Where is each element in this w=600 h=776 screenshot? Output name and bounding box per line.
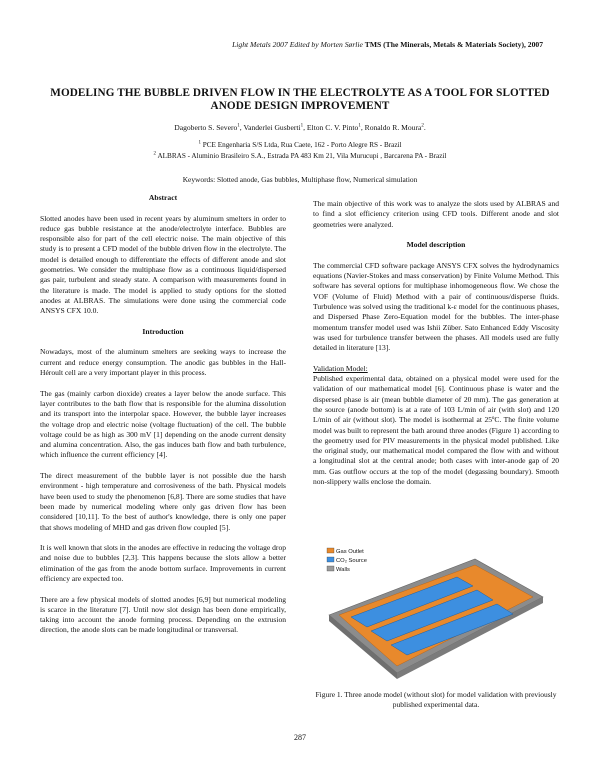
left-column [40,193,286,646]
legend-swatch-gas-outlet [327,548,334,553]
figure-1-three-anode-model [325,545,547,685]
journal-name: Light Metals 2007 [232,40,288,49]
running-header [232,40,543,49]
model-description-heading: Model description [406,240,466,250]
intro-paragraph-2: The gas (mainly carbon dioxide) creates a layer below the anode surface. This layer contributes to the bath flow that is responsible for the alumina dissolution and its transport into the interpolar space. However, the bubble layer increases the voltage drop and electric noise (voltage fluctuation) of the cell. The bubble voltage could be as high as 300 mV [1] depending on the anode current density and alumina concentration. Also, the gas induces bath flow and bath turbulence, which influence the current efficiency [4]. [40,388,286,460]
legend-co2-source: CO₂ Source [336,558,367,564]
legend-walls: Walls [336,567,350,573]
title-line-1: MODELING THE BUBBLE DRIVEN FLOW IN THE ELECTROLYTE AS A TOOL FOR SLOTTED [50,87,550,99]
affiliation-2: $^2$ ALBRAS - Aluminio Brasileiro S.A., Estrada PA 483 Km 21, Vila Murucupi , Barcarena PA - Brazil [153,151,447,160]
validation-paragraph: Published experimental data, obtained on a physical model were used for the validation of our mathematical model [6]. Continuous phase is water and the dispersed phase is air (mean bubble diameter of 20 mm). The gas generation at the source (anode bottom) is at a rate of 103 L/min of air (with slot) and 120 L/min of air (without slot). The model is isothermal at 25ºC. The finite volume model was built to represent the bath around three anodes (Figure 1) according to the geometry used for PIV measurements in the physical model published. Like the original study, our mathematical model compared the flow with and without a longitudinal slot at the central anode; both cases with inter-anode gap of 20 mm. Gas outflow occurs at the top of the model (degassing boundary). Smooth non-slippery walls enclose the domain. [313,374,559,487]
introduction-heading: Introduction [142,326,184,336]
intro-paragraph-5: There are a few physical models of slotted anodes [6,9] but numerical modeling is scarce in the literature [7]. Until now slot design has been done empirically, taking into account the anode forming process. Depending on the extrusion direction, the anode slots can be made longitudinal or transversal. [40,594,286,635]
page-number: 287 [294,733,306,742]
editor: Edited by Morten Sørlie [289,40,363,49]
intro-paragraph-4: It is well known that slots in the anodes are effective in reducing the voltage drop and noise due to bubbles [2,3]. This happens because the slots allow a better elimination of the gas from the anode bottom surface. Improvements in current efficiency are expected too. [40,543,286,583]
intro-paragraph-3: The direct measurement of the bubble layer is not possible due the harsh environment - high temperature and corrosiveness of the bath. Physical models have been used to study the phenomenon [6,8]. There are some studies that have been made by numerical modeling where only gas driven flow has been considered [10,11]. To the best of author's knowledge, there is only one paper that shows modeling of MHD and gas driven flow coupled [5]. [40,471,286,532]
model-paragraph: The commercial CFD software package ANSYS CFX solves the hydrodynamics equations (Navier-Stokes and mass conservation) by Finite Volume Method. This software has several options for multiphase inhomogeneous flow. We chose the VOF (Volume of Fluid) Method with a pair of continuous/disperse fluids. Turbulence was solved using the traditional k-ε model for the continuous phases, and Dispersed Phase Zero-Equation model for the bubbles. The inter-phase momentum transfer model used was Ishii Züber. Sato Enhanced Eddy Viscosity was used for turbulence transfer between the phases. All models used are fully detailed in literature [13]. [313,260,559,353]
keywords: Keywords: Slotted anode, Gas bubbles, Multiphase flow, Numerical simulation [182,175,418,184]
abstract-heading: Abstract [148,193,178,202]
right-column [313,199,559,498]
intro-paragraph-1: Nowadays, most of the aluminum smelters are seeking ways to increase the current and reduce energy consumption. The anodic gas bubbles in the Hall-Héroult cell are a very important player in this process. [40,347,286,378]
abstract-text: Slotted anodes have been used in recent years by aluminum smelters in order to reduce gas bubble resistance at the anode/electrolyte interface. Bubbles are responsible also for part of the cell electric noise. The main objective of this study is to present a CFD model of the bubble driven flow in the electrolyte. The model is detailed enough to differentiate the effects of different anode and slot geometries. We consider the multiphase flow as a continuous liquid/dispersed gas pair, turbulent and steady state. A comparison with measurements found in the literature is made. The model is applied to study options for the slotted anodes at ALBRAS. The simulations were done using the commercial code ANSYS CFX 10.0. [40,213,286,316]
author-3: Elton C. V. Pinto [306,123,359,132]
legend-swatch-walls [327,566,334,571]
objective-paragraph: The main objective of this work was to analyze the slots used by ALBRAS and to find a slot efficiency criterion using CFD tools. Different anode and slot geometries were analyzed. [313,199,559,229]
legend-gas-outlet: Gas Outlet [336,549,364,555]
figure-1-caption: Figure 1. Three anode model (without slot) for model validation with previously published experimental data. [315,690,557,709]
author-2: Vanderlei Gusberti [243,123,301,132]
author-1: Dagoberto S. Severo [174,123,238,132]
author-list: Dagoberto S. Severo$^1$, Vanderlei Gusberti$^1$, Elton C. V. Pinto$^1$, Ronaldo R. Moura$^2$. [174,123,426,132]
author-4: Ronaldo R. Moura [364,123,422,132]
affiliation-1: $^1$ PCE Engenharia S/S Ltda, Rua Caete, 162 - Porto Alegre RS - Brazil [198,140,402,149]
publisher: TMS (The Minerals, Metals & Materials Society), 2007 [364,40,543,49]
legend-swatch-co2-source [327,557,334,562]
title-line-2: ANODE DESIGN IMPROVEMENT [210,100,390,112]
paper-title [40,87,560,113]
validation-heading: Validation Model: [313,363,368,373]
